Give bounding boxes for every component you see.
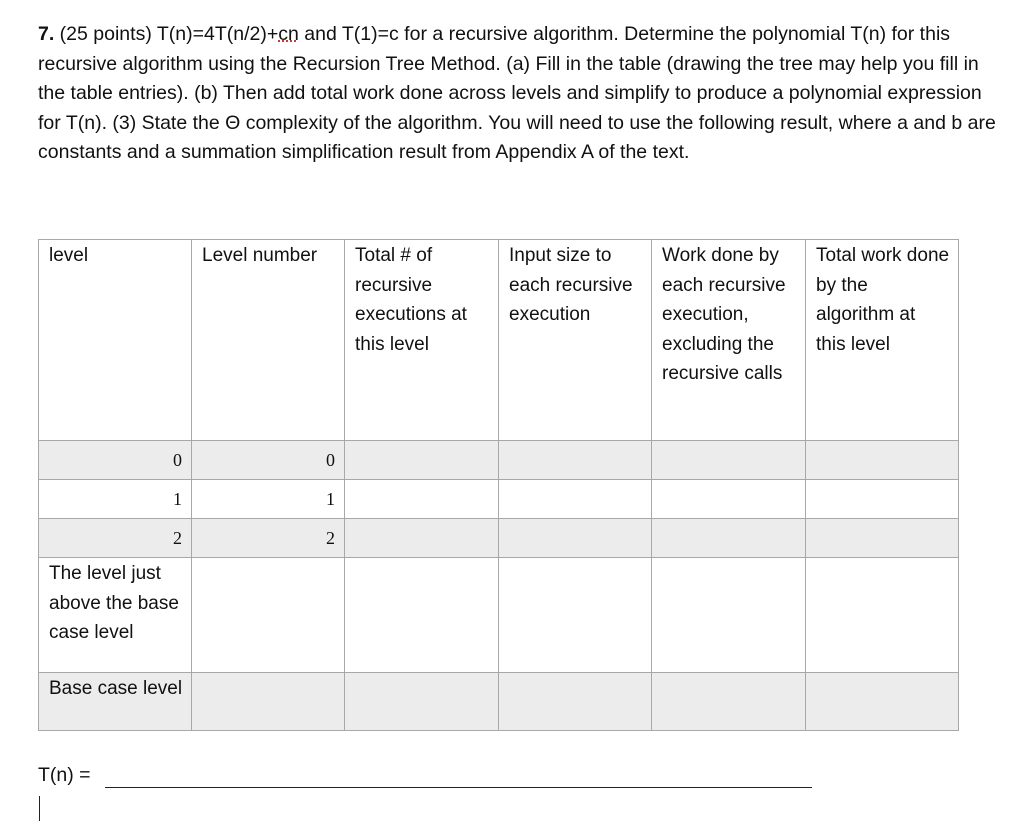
cell-level: 0 (39, 441, 192, 480)
cell-input-size[interactable] (499, 673, 652, 731)
cell-total-work[interactable] (806, 441, 959, 480)
cell-total-work[interactable] (806, 673, 959, 731)
header-level: level (39, 240, 192, 441)
question-cn-term: cn (278, 23, 299, 45)
recursion-tree-table (38, 239, 959, 731)
cell-total-executions[interactable] (345, 558, 499, 673)
table-row (39, 480, 959, 519)
cell-input-size[interactable] (499, 519, 652, 558)
cell-work-each[interactable] (652, 441, 806, 480)
cell-input-size[interactable] (499, 441, 652, 480)
cell-level-number: 1 (192, 480, 345, 519)
header-level-number: Level number (192, 240, 345, 441)
cell-work-each[interactable] (652, 558, 806, 673)
text-cursor (39, 796, 40, 821)
table-row (39, 558, 959, 673)
cell-input-size[interactable] (499, 558, 652, 673)
cell-total-work[interactable] (806, 480, 959, 519)
cell-level: Base case level (39, 673, 192, 731)
cell-work-each[interactable] (652, 673, 806, 731)
cell-total-executions[interactable] (345, 673, 499, 731)
cell-total-executions[interactable] (345, 519, 499, 558)
question-text-part2: and T(1)=c for a recursive algorithm. Determine the polynomial T(n) for this recursive algorithm using the Recursion Tree Method. (a) Fill in the table (drawing the tree may help you fill in the table entries). (b) Then add total work done across levels and simplify to produce a polynomial expression for T(n). (3) State the Θ complexity of the algorithm. You will need to use the following result, where a and b are constants and a summation simplification result from Appendix A of the text. (38, 23, 996, 163)
header-work-each: Work done by each recursive execution, excluding the recursive calls (652, 240, 806, 441)
cell-level-number[interactable] (192, 673, 345, 731)
cell-total-work[interactable] (806, 519, 959, 558)
cell-level: The level just above the base case level (39, 558, 192, 673)
cell-level: 1 (39, 480, 192, 519)
answer-label: T(n) = (38, 764, 91, 786)
cell-work-each[interactable] (652, 519, 806, 558)
question-number: 7. (38, 23, 55, 45)
question-text (38, 20, 998, 168)
header-total-executions: Total # of recursive executions at this level (345, 240, 499, 441)
cell-level-number: 0 (192, 441, 345, 480)
header-total-work: Total work done by the algorithm at this level (806, 240, 959, 441)
cell-total-work[interactable] (806, 558, 959, 673)
cell-level: 2 (39, 519, 192, 558)
table-row (39, 519, 959, 558)
table-row (39, 441, 959, 480)
cell-level-number[interactable] (192, 558, 345, 673)
cell-input-size[interactable] (499, 480, 652, 519)
header-input-size: Input size to each recursive execution (499, 240, 652, 441)
cell-work-each[interactable] (652, 480, 806, 519)
answer-blank-line[interactable] (105, 787, 812, 788)
table-header-row (39, 240, 959, 441)
cell-total-executions[interactable] (345, 441, 499, 480)
cell-total-executions[interactable] (345, 480, 499, 519)
table-row (39, 673, 959, 731)
cell-level-number: 2 (192, 519, 345, 558)
question-text-part1: (25 points) T(n)=4T(n/2)+ (54, 23, 279, 45)
